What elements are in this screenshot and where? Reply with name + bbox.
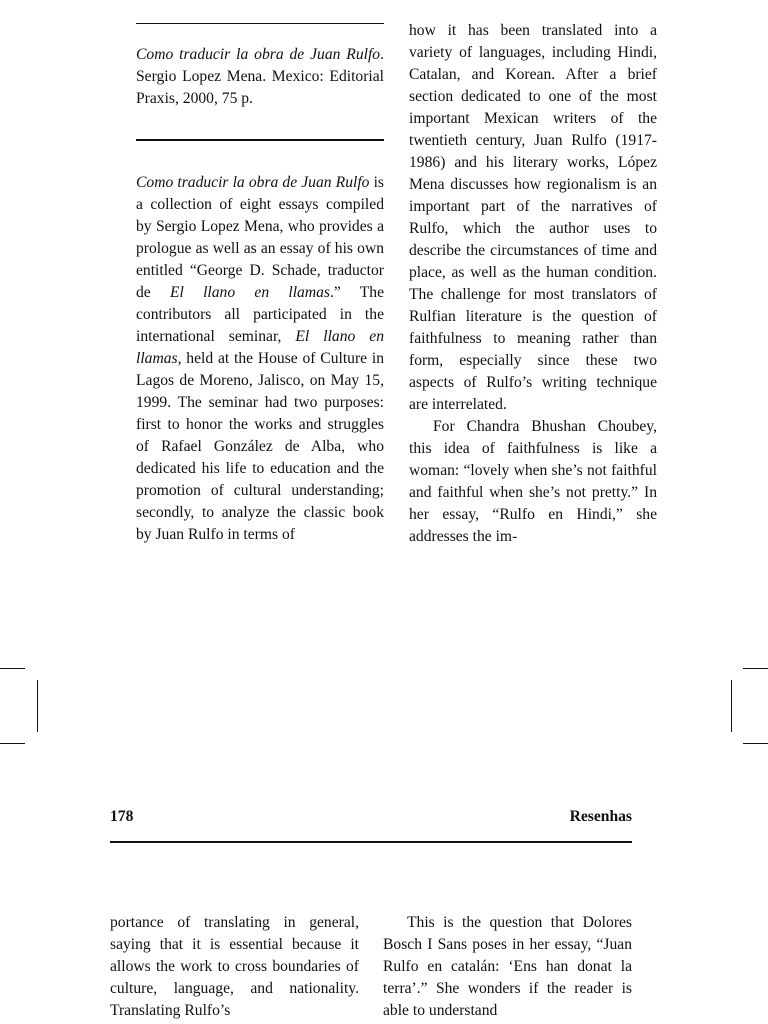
- crop-mark-left-vertical: [37, 680, 38, 732]
- page-number: 178: [110, 808, 134, 825]
- right-column: [409, 20, 657, 548]
- right-paragraph-2: For Chandra Bhushan Choubey, this idea of faithfulness is like a woman: “lovely when she’s not faithful and faithful when she’s not pretty.” In her essay, “Rulfo en Hindi,” she addresses the im-: [409, 418, 657, 545]
- text-run: is a collection of eight essays compiled by Sergio Lopez Mena, who provides a prologue as well as an essay of his own entitled “George D. Schade, traductor de: [136, 174, 384, 301]
- crop-mark-right-vertical: [731, 680, 732, 732]
- book-title: El llano en llamas: [169, 284, 330, 301]
- seminar-title: El llano en llamas: [136, 328, 384, 367]
- page2-right-column: [383, 912, 632, 1022]
- citation-top-rule: [136, 23, 384, 24]
- page2-left-column: [110, 912, 359, 1022]
- citation-bottom-rule: [136, 139, 384, 141]
- crop-mark-right-horizontal-bottom: [743, 743, 768, 744]
- page2-right-paragraph: This is the question that Dolores Bosch I Sans poses in her essay, “Juan Rulfo en catalán: ‘Ens han donat la terra’.” She wonders if the reader is able to understand: [383, 914, 632, 1019]
- citation: [136, 44, 384, 110]
- book-title: Como traducir la obra de Juan Rulfo: [136, 174, 370, 191]
- left-paragraph: [136, 172, 384, 546]
- citation-title: Como traducir la obra de Juan Rulfo: [136, 46, 381, 63]
- page2-left-paragraph: portance of translating in general, saying that it is essential because it allows the work to cross boundaries of culture, language, and nationality. Translating Rulfo’s: [110, 914, 359, 1019]
- text-run: .” The contributors all participated in the international seminar,: [136, 284, 385, 345]
- citation-details: . Sergio Lopez Mena. Mexico: Editorial Praxis, 2000, 75 p.: [136, 46, 384, 107]
- crop-mark-right-horizontal-top: [743, 668, 768, 669]
- left-column: [136, 172, 384, 546]
- crop-mark-left-horizontal-bottom: [0, 743, 25, 744]
- text-run: , held at the House of Culture in Lagos de Moreno, Jalisco, on May 15, 1999. The seminar had two purposes: first to honor the works and struggles of Rafael González de Alba, who dedicated his life to education and the promotion of cultural understanding; secondly, to analyze the classic book by Juan Rulfo in terms of: [136, 350, 384, 543]
- footer-rule: [110, 841, 632, 843]
- section-title: Resenhas: [569, 808, 632, 825]
- crop-mark-left-horizontal-top: [0, 668, 25, 669]
- right-paragraph-1: how it has been translated into a variety of languages, including Hindi, Catalan, and Korean. After a brief section dedicated to one of the most important Mexican writers of the twentieth century, Juan Rulfo (1917-1986) and his literary works, López Mena discusses how regionalism is an important part of the narratives of Rulfo, which the author uses to describe the circumstances of time and place, as well as the human condition. The challenge for most translators of Rulfian literature is the question of faithfulness to meaning rather than form, especially since these two aspects of Rulfo’s writing technique are interrelated.: [409, 22, 657, 413]
